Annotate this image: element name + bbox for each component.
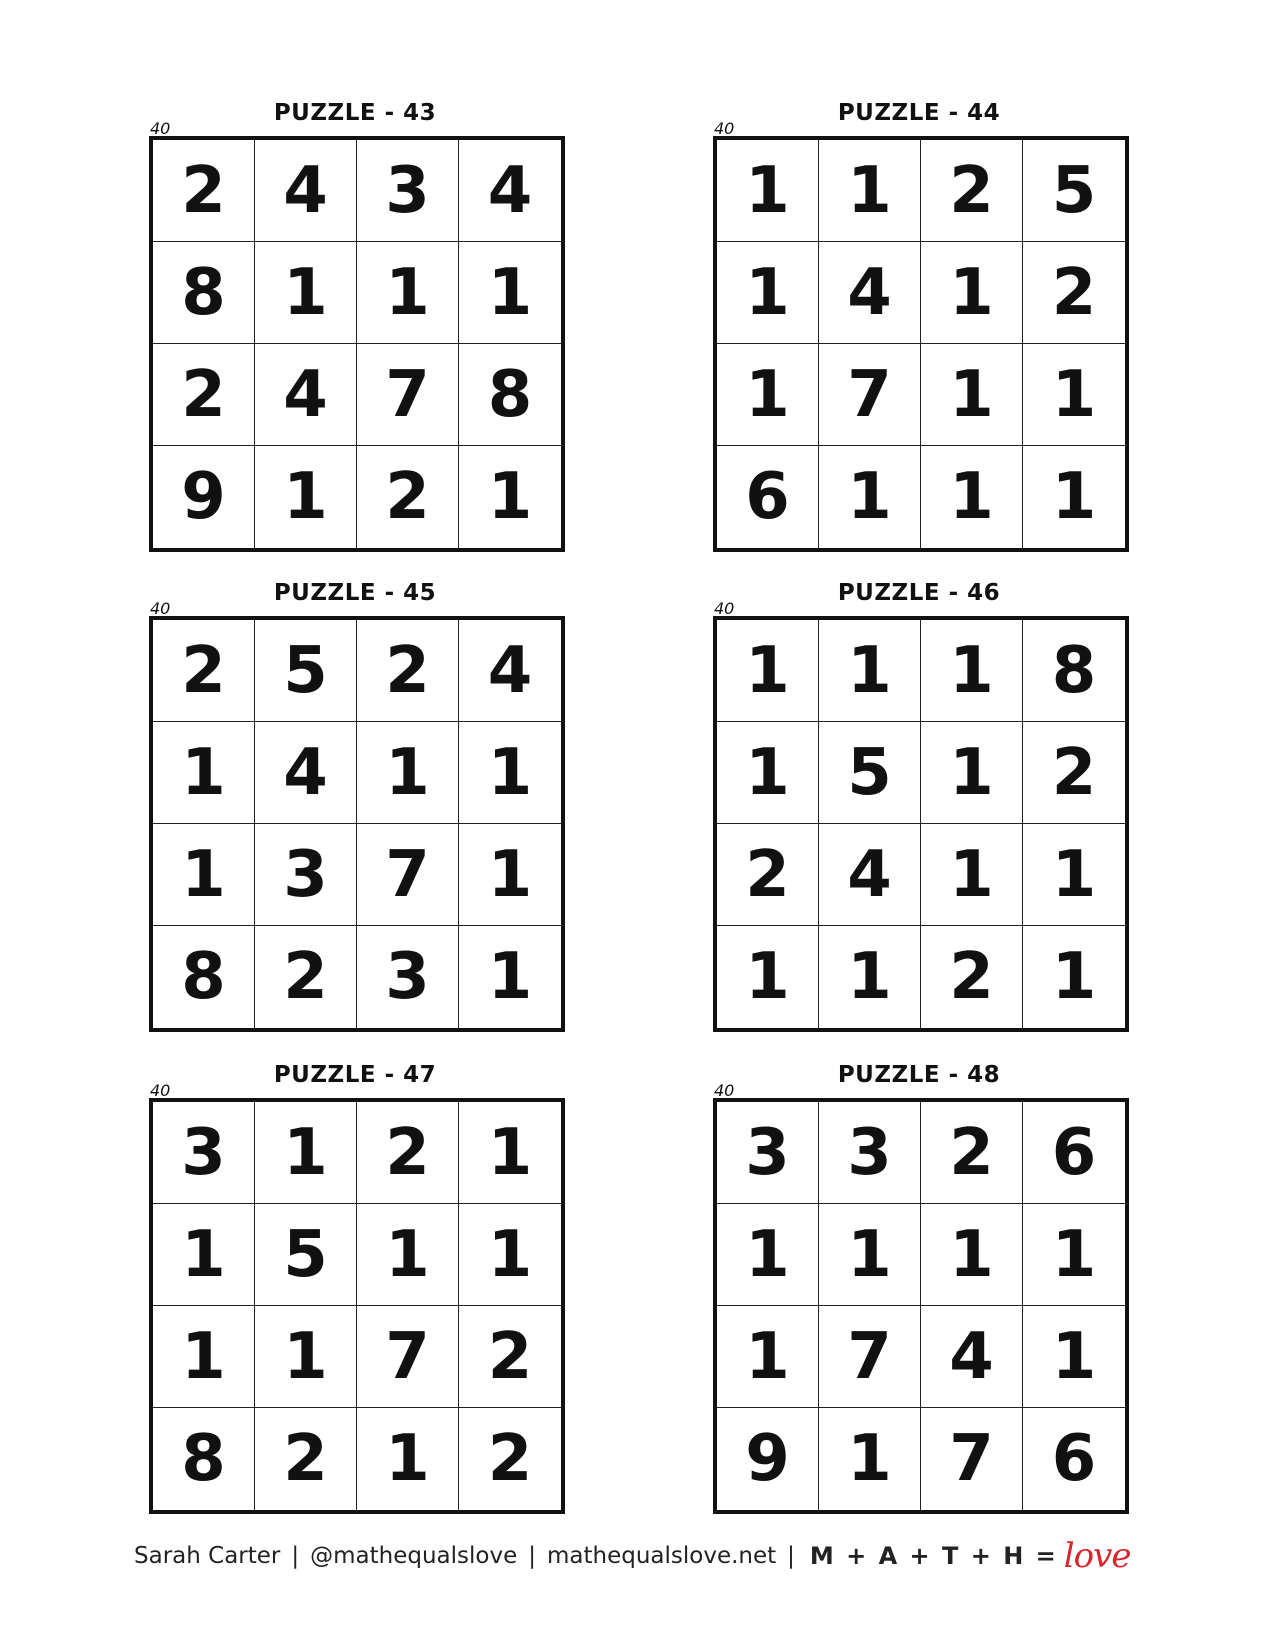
grid-cell: 4 (819, 242, 921, 344)
grid-cell: 1 (921, 824, 1023, 926)
footer-brand: M + A + T + H = (809, 1542, 1058, 1570)
grid-cell: 1 (357, 1204, 459, 1306)
target-number: 40 (714, 1081, 735, 1100)
footer-separator: | (528, 1543, 536, 1569)
grid-cell: 8 (153, 1408, 255, 1510)
target-number: 40 (150, 599, 171, 618)
grid-cell: 1 (921, 344, 1023, 446)
puzzle-title: PUZZLE - 47 (273, 1062, 437, 1088)
grid-cell: 4 (459, 140, 561, 242)
grid-cell: 1 (1023, 1204, 1125, 1306)
grid-cell: 2 (921, 140, 1023, 242)
puzzle-title: PUZZLE - 43 (273, 100, 437, 126)
grid-cell: 1 (921, 446, 1023, 548)
grid-cell: 9 (717, 1408, 819, 1510)
grid-cell: 5 (255, 1204, 357, 1306)
footer-author: Sarah Carter (134, 1543, 281, 1569)
grid-cell: 6 (1023, 1102, 1125, 1204)
grid-cell: 1 (1023, 1306, 1125, 1408)
grid-cell: 1 (1023, 824, 1125, 926)
grid-cell: 4 (255, 140, 357, 242)
page-footer (134, 1536, 1131, 1576)
footer-site-link[interactable]: mathequalslove.net (547, 1543, 777, 1569)
grid-cell: 2 (255, 926, 357, 1028)
grid-cell: 1 (459, 722, 561, 824)
target-number: 40 (714, 599, 735, 618)
puzzle-title: PUZZLE - 46 (837, 580, 1001, 606)
grid-cell: 1 (1051, 940, 1097, 1014)
footer-love-logo: love (1063, 1536, 1131, 1576)
grid-cell: 1 (921, 620, 1023, 722)
grid-cell: 2 (1023, 722, 1125, 824)
grid-cell: 6 (717, 446, 819, 548)
grid-cell: 2 (357, 1102, 459, 1204)
puzzle-44 (713, 100, 1133, 540)
grid-cell: 1 (717, 242, 819, 344)
grid-cell: 3 (357, 140, 459, 242)
grid-cell: 1 (819, 620, 921, 722)
grid-cell: 1 (717, 1204, 819, 1306)
grid-cell: 2 (153, 140, 255, 242)
grid-cell: 1 (459, 242, 561, 344)
grid-cell: 1 (819, 1408, 921, 1510)
grid-cell: 3 (717, 1102, 819, 1204)
grid-cell: 1 (921, 1204, 1023, 1306)
grid-cell: 4 (459, 620, 561, 722)
grid-cell: 3 (153, 1102, 255, 1204)
puzzle-title: PUZZLE - 44 (837, 100, 1001, 126)
grid-cell: 1 (717, 926, 819, 1028)
target-number: 40 (150, 119, 171, 138)
footer-separator: | (787, 1543, 795, 1569)
puzzle-grid (149, 616, 565, 1032)
grid-cell: 2 (487, 1422, 533, 1496)
grid-cell: 1 (717, 620, 819, 722)
grid-cell: 1 (255, 1102, 357, 1204)
grid-cell: 8 (153, 926, 255, 1028)
grid-cell: 6 (1051, 1422, 1097, 1496)
grid-cell: 2 (357, 620, 459, 722)
grid-cell: 1 (717, 722, 819, 824)
grid-cell: 1 (153, 1204, 255, 1306)
footer-separator: | (291, 1543, 300, 1569)
grid-cell: 8 (153, 242, 255, 344)
grid-cell: 2 (153, 620, 255, 722)
grid-cell: 1 (717, 344, 819, 446)
grid-cell: 2 (459, 1306, 561, 1408)
puzzle-47 (149, 1062, 569, 1502)
grid-cell: 1 (459, 824, 561, 926)
grid-cell: 7 (921, 1408, 1023, 1510)
grid-cell: 5 (1023, 140, 1125, 242)
grid-cell: 2 (921, 1102, 1023, 1204)
grid-cell: 1 (717, 1306, 819, 1408)
grid-cell: 8 (1023, 620, 1125, 722)
grid-cell: 1 (357, 242, 459, 344)
grid-cell: 1 (717, 140, 819, 242)
grid-cell: 7 (819, 344, 921, 446)
grid-cell: 2 (717, 824, 819, 926)
grid-cell: 2 (255, 1408, 357, 1510)
grid-cell: 1 (153, 722, 255, 824)
grid-cell: 1 (255, 446, 357, 548)
grid-cell: 4 (255, 344, 357, 446)
grid-cell: 7 (819, 1306, 921, 1408)
grid-cell: 1 (1051, 460, 1097, 534)
grid-cell: 3 (819, 1102, 921, 1204)
grid-cell: 5 (819, 722, 921, 824)
grid-cell: 5 (255, 620, 357, 722)
grid-cell: 4 (819, 824, 921, 926)
grid-cell: 1 (459, 1204, 561, 1306)
target-number: 40 (714, 119, 735, 138)
puzzle-title: PUZZLE - 45 (273, 580, 437, 606)
grid-cell: 1 (1023, 344, 1125, 446)
puzzle-45 (149, 580, 569, 1020)
grid-cell: 1 (819, 446, 921, 548)
grid-cell: 1 (153, 824, 255, 926)
grid-cell: 1 (819, 1204, 921, 1306)
puzzle-48 (713, 1062, 1133, 1502)
puzzle-grid (713, 1098, 1129, 1514)
grid-cell: 3 (255, 824, 357, 926)
grid-cell: 1 (357, 722, 459, 824)
puzzle-grid (713, 616, 1129, 1032)
puzzle-grid (149, 1098, 565, 1514)
grid-cell: 1 (357, 1408, 459, 1510)
grid-cell: 2 (357, 446, 459, 548)
grid-cell: 1 (921, 242, 1023, 344)
puzzle-grid (713, 136, 1129, 552)
grid-cell: 7 (357, 1306, 459, 1408)
grid-cell: 2 (1023, 242, 1125, 344)
grid-cell: 3 (357, 926, 459, 1028)
puzzle-title: PUZZLE - 48 (837, 1062, 1001, 1088)
grid-cell: 8 (459, 344, 561, 446)
grid-cell: 7 (357, 824, 459, 926)
footer-handle: @mathequalslove (310, 1543, 518, 1569)
puzzle-43 (149, 100, 569, 540)
grid-cell: 1 (921, 722, 1023, 824)
grid-cell: 2 (153, 344, 255, 446)
puzzle-grid (149, 136, 565, 552)
grid-cell: 1 (255, 1306, 357, 1408)
grid-cell: 1 (819, 140, 921, 242)
grid-cell: 1 (255, 242, 357, 344)
grid-cell: 1 (487, 940, 533, 1014)
grid-cell: 4 (921, 1306, 1023, 1408)
grid-cell: 1 (459, 1102, 561, 1204)
grid-cell: 7 (357, 344, 459, 446)
grid-cell: 9 (153, 446, 255, 548)
grid-cell: 1 (819, 926, 921, 1028)
grid-cell: 4 (255, 722, 357, 824)
puzzle-46 (713, 580, 1133, 1020)
target-number: 40 (150, 1081, 171, 1100)
grid-cell: 1 (487, 460, 533, 534)
grid-cell: 2 (921, 926, 1023, 1028)
grid-cell: 1 (153, 1306, 255, 1408)
